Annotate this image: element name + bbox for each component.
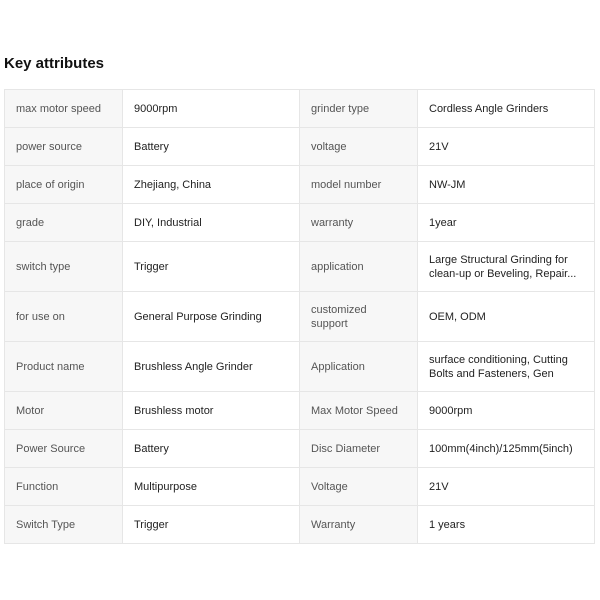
- attribute-value: Zhejiang, China: [123, 166, 300, 204]
- attribute-key: voltage: [300, 128, 418, 166]
- attribute-value: Brushless Angle Grinder: [123, 342, 300, 392]
- table-row: [5, 242, 595, 292]
- attribute-value: 1 years: [418, 506, 595, 544]
- table-row: [5, 292, 595, 342]
- attribute-value: 9000rpm: [123, 90, 300, 128]
- table-row: [5, 392, 595, 430]
- table-row: [5, 128, 595, 166]
- attribute-key: Disc Diameter: [300, 430, 418, 468]
- attribute-key: max motor speed: [5, 90, 123, 128]
- attribute-key: grinder type: [300, 90, 418, 128]
- attribute-value: [418, 342, 595, 392]
- attribute-value: Battery: [123, 128, 300, 166]
- table-row: [5, 430, 595, 468]
- attributes-table: [4, 89, 595, 544]
- section-title: Key attributes: [4, 55, 105, 72]
- attribute-key: Product name: [5, 342, 123, 392]
- table-row: [5, 468, 595, 506]
- table-row: [5, 506, 595, 544]
- attribute-key: grade: [5, 204, 123, 242]
- attribute-key: Function: [5, 468, 123, 506]
- attribute-key: Power Source: [5, 430, 123, 468]
- attribute-value: 21V: [418, 468, 595, 506]
- attribute-value: 21V: [418, 128, 595, 166]
- table-row: [5, 166, 595, 204]
- attribute-value: [418, 242, 595, 292]
- attribute-value-text: Large Structural Grinding for clean-up or Beveling, Repair...: [429, 253, 577, 280]
- attribute-value: General Purpose Grinding: [123, 292, 300, 342]
- attribute-value: Brushless motor: [123, 392, 300, 430]
- attribute-value: 1year: [418, 204, 595, 242]
- attribute-key: Warranty: [300, 506, 418, 544]
- attribute-value-text: surface conditioning, Cutting Bolts and Fasteners, Gen: [429, 353, 568, 380]
- table-row: [5, 342, 595, 392]
- attribute-value: Battery: [123, 430, 300, 468]
- attribute-key: Switch Type: [5, 506, 123, 544]
- attribute-key: model number: [300, 166, 418, 204]
- attribute-key: warranty: [300, 204, 418, 242]
- attribute-value: DIY, Industrial: [123, 204, 300, 242]
- attribute-value: OEM, ODM: [418, 292, 595, 342]
- attribute-key: for use on: [5, 292, 123, 342]
- attribute-key: switch type: [5, 242, 123, 292]
- attribute-value: Cordless Angle Grinders: [418, 90, 595, 128]
- attribute-key: place of origin: [5, 166, 123, 204]
- attribute-key: customized support: [300, 292, 418, 342]
- attribute-value: 9000rpm: [418, 392, 595, 430]
- attribute-key: power source: [5, 128, 123, 166]
- attribute-key: Max Motor Speed: [300, 392, 418, 430]
- table-row: [5, 204, 595, 242]
- attribute-key: Application: [300, 342, 418, 392]
- attribute-key: application: [300, 242, 418, 292]
- attribute-value: Trigger: [123, 242, 300, 292]
- attribute-value: [418, 430, 595, 468]
- table-row: [5, 90, 595, 128]
- attribute-value: Multipurpose: [123, 468, 300, 506]
- attribute-key: Voltage: [300, 468, 418, 506]
- attribute-value-text: 100mm(4inch)/125mm(5inch): [429, 442, 573, 455]
- attribute-value: Trigger: [123, 506, 300, 544]
- attribute-key: Motor: [5, 392, 123, 430]
- attribute-value: NW-JM: [418, 166, 595, 204]
